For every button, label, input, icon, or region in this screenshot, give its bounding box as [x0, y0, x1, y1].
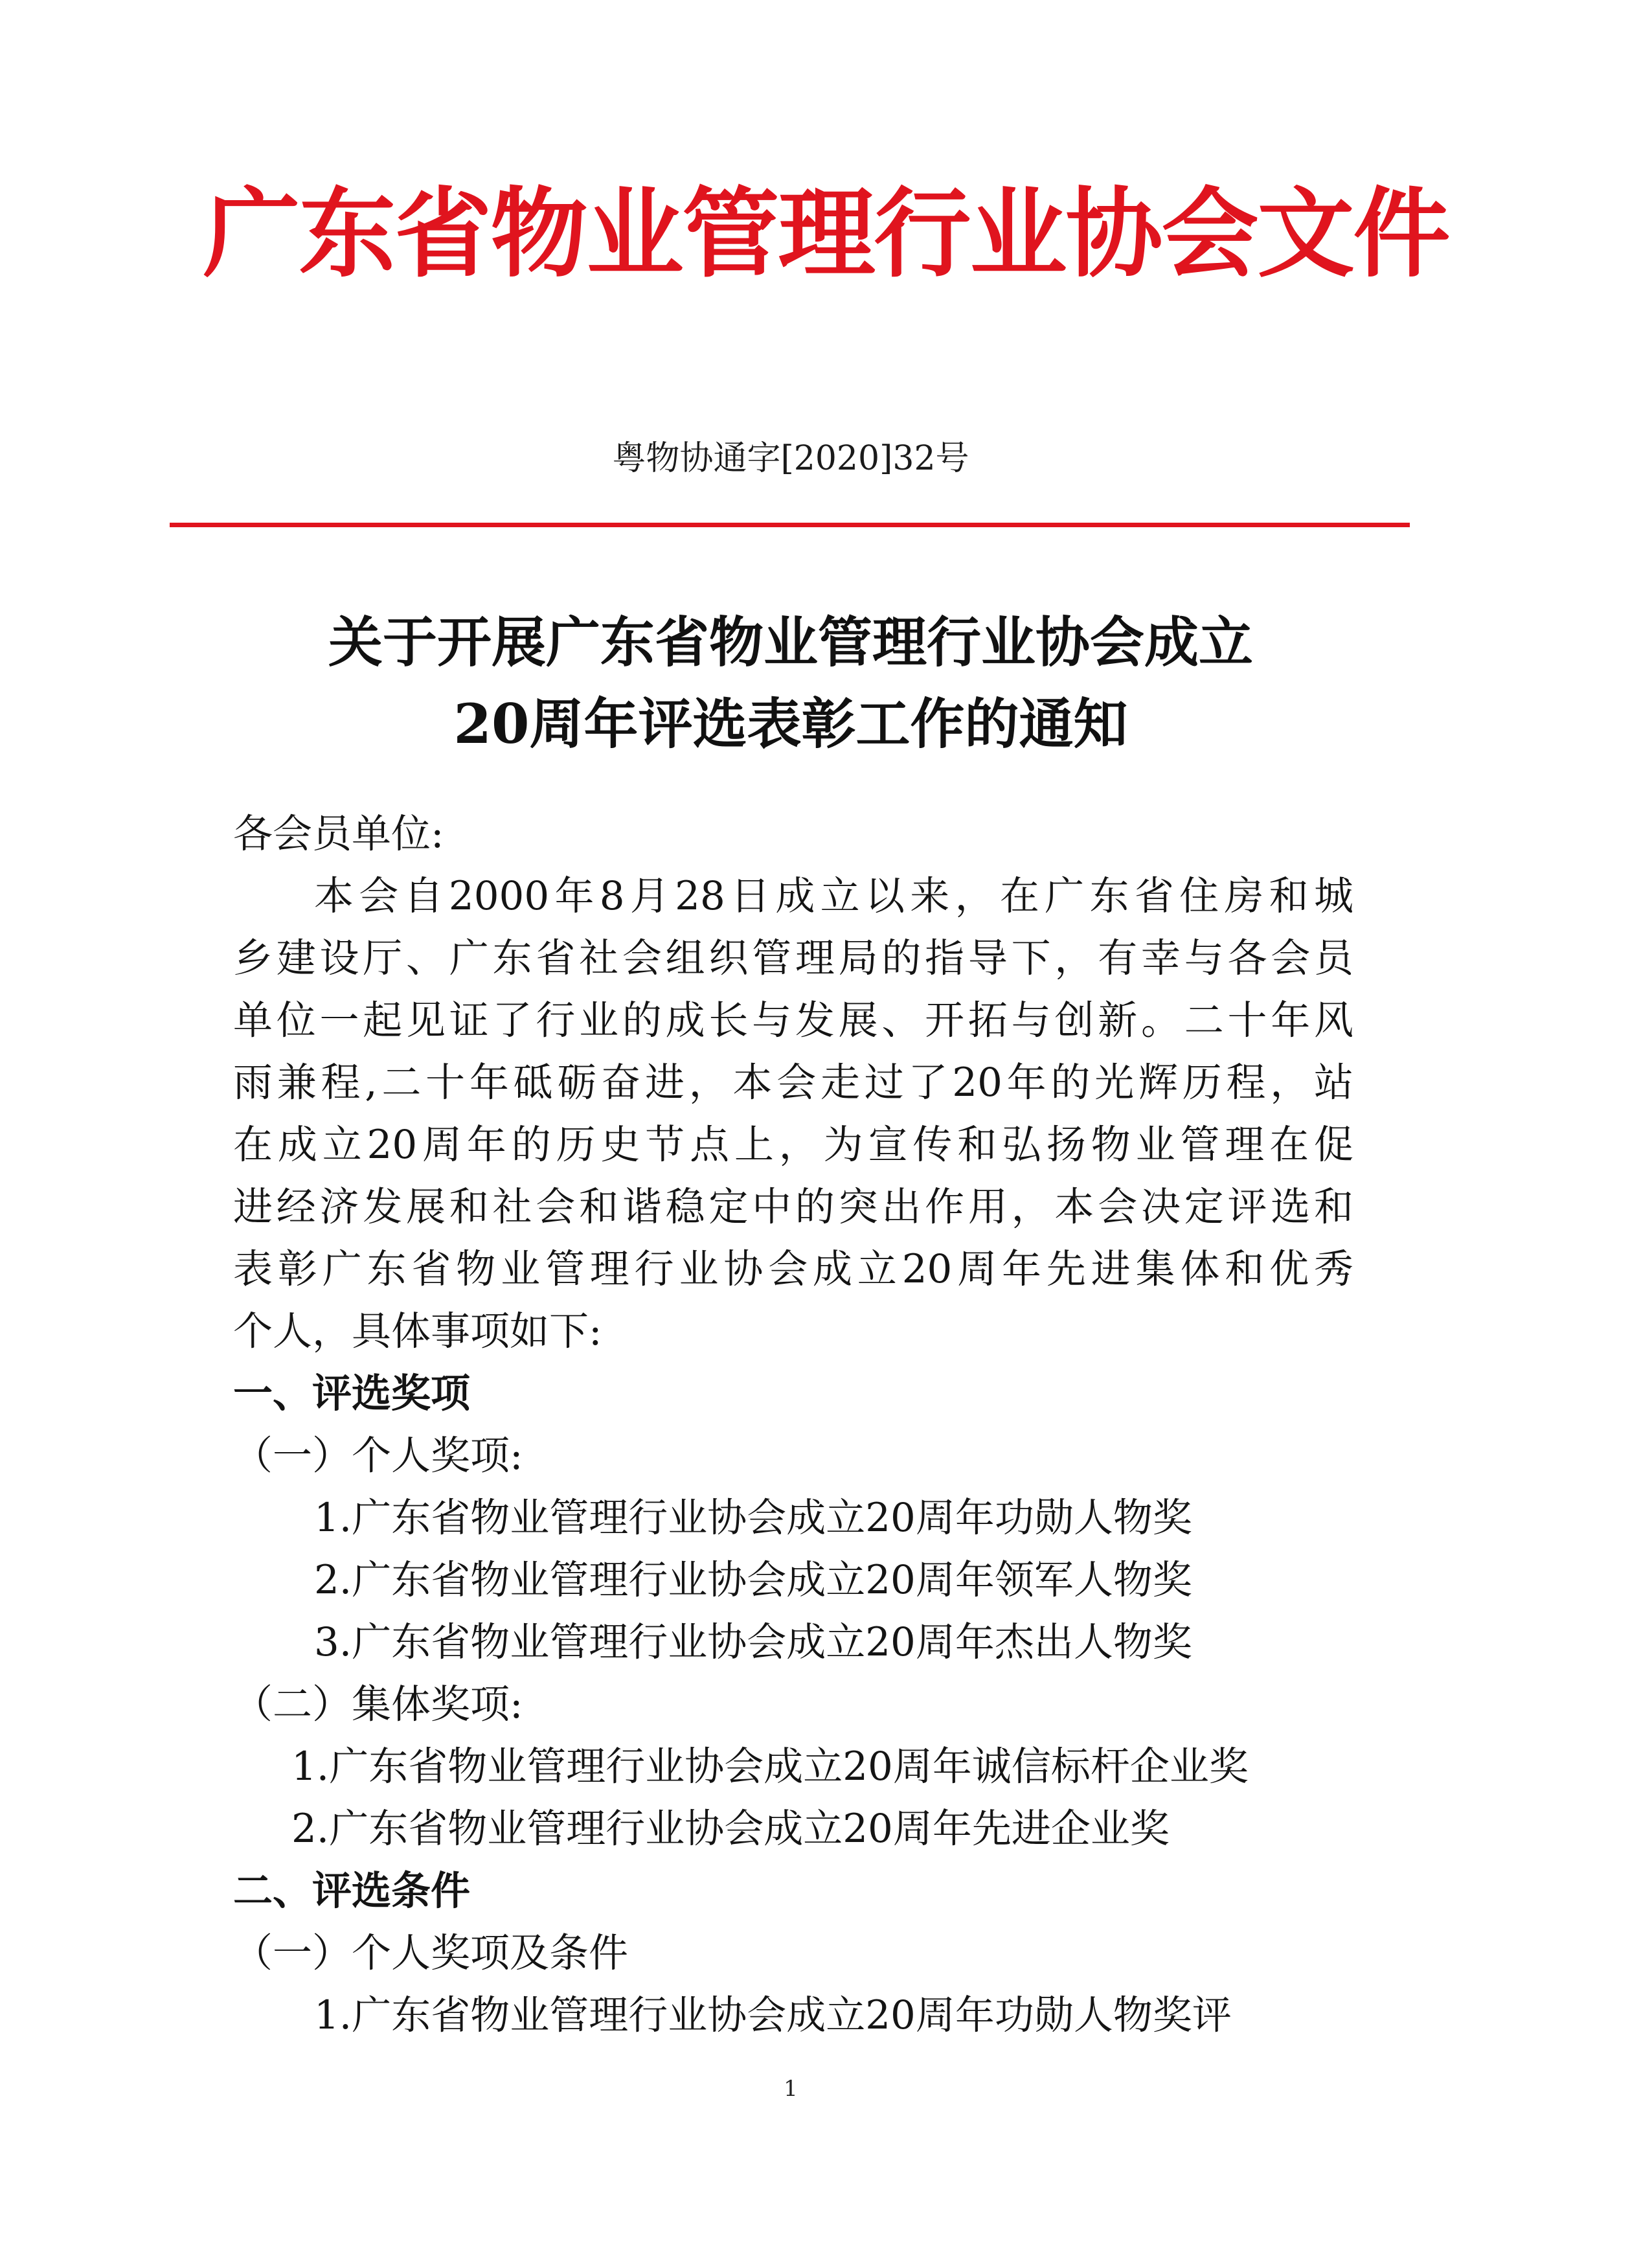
red-divider-line — [170, 523, 1410, 527]
section-heading-selection-criteria: 二、评选条件 — [233, 1868, 471, 1914]
criteria-list-item: 1.广东省物业管理行业协会成立20周年功勋人物奖评 — [314, 1992, 1232, 2038]
intro-paragraph-line: 雨兼程,二十年砥砺奋进，本会走过了20年的光辉历程，站 — [233, 1060, 1353, 1106]
document-number: 粤物协通字[2020]32号 — [612, 439, 969, 478]
intro-paragraph-line: 个人，具体事项如下: — [233, 1308, 602, 1354]
subsection-heading-collective-awards: （二）集体奖项: — [233, 1681, 523, 1727]
subsection-heading-individual-awards: （一）个人奖项: — [233, 1433, 523, 1479]
award-list-item: 2.广东省物业管理行业协会成立20周年领军人物奖 — [314, 1557, 1192, 1603]
notice-title-line-1: 关于开展广东省物业管理行业协会成立 — [328, 610, 1253, 674]
document-masthead: 广东省物业管理行业协会文件 — [203, 178, 1449, 291]
award-list-item: 1.广东省物业管理行业协会成立20周年功勋人物奖 — [314, 1495, 1192, 1541]
subsection-heading-individual-criteria: （一）个人奖项及条件 — [233, 1930, 629, 1976]
intro-paragraph-line: 表彰广东省物业管理行业协会成立20周年先进集体和优秀 — [233, 1246, 1353, 1292]
intro-paragraph-line: 在成立20周年的历史节点上，为宣传和弘扬物业管理在促 — [233, 1122, 1353, 1168]
award-list-item: 1.广东省物业管理行业协会成立20周年诚信标杆企业奖 — [291, 1744, 1249, 1790]
intro-paragraph-line: 进经济发展和社会和谐稳定中的突出作用，本会决定评选和 — [233, 1184, 1353, 1230]
intro-paragraph-line: 本会自2000年8月28日成立以来，在广东省住房和城 — [314, 873, 1353, 919]
notice-title-line-2: 20周年评选表彰工作的通知 — [453, 692, 1128, 756]
page-number: 1 — [784, 2076, 798, 2102]
intro-paragraph-line: 单位一起见证了行业的成长与发展、开拓与创新。二十年风 — [233, 997, 1353, 1043]
award-list-item: 2.广东省物业管理行业协会成立20周年先进企业奖 — [291, 1806, 1170, 1852]
intro-paragraph-line: 乡建设厅、广东省社会组织管理局的指导下，有幸与各会员 — [233, 935, 1353, 981]
section-heading-award-categories: 一、评选奖项 — [233, 1370, 471, 1416]
salutation: 各会员单位: — [233, 811, 444, 857]
award-list-item: 3.广东省物业管理行业协会成立20周年杰出人物奖 — [314, 1619, 1192, 1665]
